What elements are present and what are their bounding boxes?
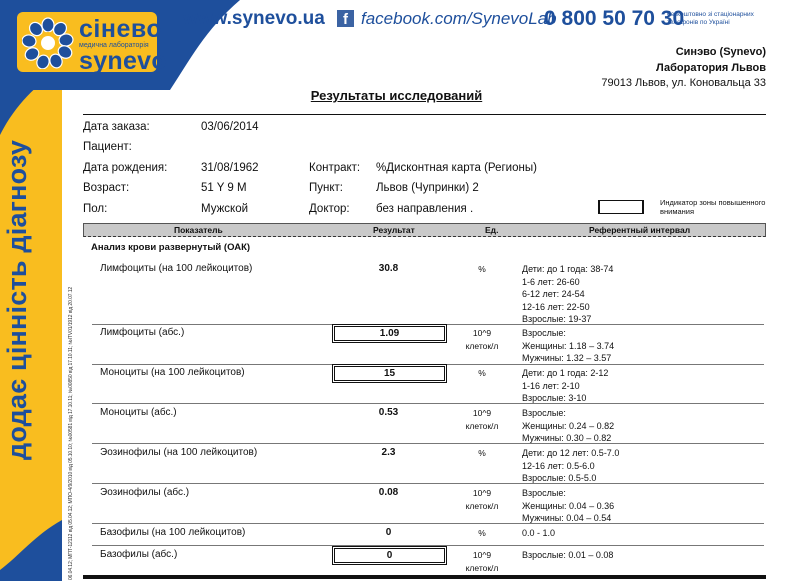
reference-line: Мужчины: 0.04 – 0.54 bbox=[522, 513, 612, 524]
row-result: 2.3 bbox=[381, 447, 396, 458]
row-unit: 10^9 клеток/л bbox=[465, 328, 499, 351]
attention-indicator-legend: Индикатор зоны повышенного внимания bbox=[660, 198, 766, 216]
row-divider bbox=[92, 523, 764, 524]
header-unit: Ед. bbox=[485, 225, 499, 235]
contract-value: %Дисконтная карта (Регионы) bbox=[376, 162, 537, 174]
row-indicator-name: Эозинофилы (абс.) bbox=[100, 487, 190, 498]
doctor-value: без направления . bbox=[376, 203, 474, 215]
row-unit: 10^9 клеток/л bbox=[465, 488, 499, 511]
reference-line: Женщины: 0.24 – 0.82 bbox=[522, 420, 615, 431]
logo-subtitle: медична лабораторія bbox=[79, 42, 149, 49]
section-title: Анализ крови развернутый (ОАК) bbox=[91, 242, 251, 253]
birth-date-value: 31/08/1962 bbox=[201, 162, 259, 174]
reference-line: 12-16 лет: 0.5-6.0 bbox=[522, 460, 595, 471]
age-value: 51 Y 9 M bbox=[201, 182, 247, 194]
row-reference bbox=[522, 367, 608, 405]
table-bottom-rule bbox=[83, 575, 766, 579]
page-title bbox=[0, 88, 793, 103]
reference-line: 1-16 лет: 2-10 bbox=[522, 380, 580, 391]
reference-line: Взрослые: 0.01 – 0.08 bbox=[522, 550, 614, 560]
row-reference bbox=[522, 549, 613, 562]
facebook-icon[interactable]: f bbox=[337, 10, 354, 27]
doctor-label: Доктор: bbox=[309, 203, 350, 215]
flower-logo-icon bbox=[22, 17, 74, 69]
birth-date-label: Дата рождения: bbox=[83, 162, 168, 174]
row-divider bbox=[92, 545, 764, 546]
reference-line: Взрослые: 0.5-5.0 bbox=[522, 473, 597, 484]
header-reference: Референтный интервал bbox=[589, 225, 691, 235]
website-link[interactable]: www.synevo.ua bbox=[183, 8, 325, 29]
reference-line: Взрослые: 19-37 bbox=[522, 314, 592, 325]
reference-line: 6-12 лет: 24-54 bbox=[522, 289, 585, 300]
reference-line: Женщины: 1.18 – 3.74 bbox=[522, 340, 615, 351]
lab-branch: Лаборатория Львов bbox=[656, 62, 766, 74]
reference-line: 0.0 - 1.0 bbox=[522, 528, 556, 538]
row-divider bbox=[92, 364, 764, 365]
reference-line: 1-6 лет: 26-60 bbox=[522, 276, 580, 287]
row-unit: 10^9 клеток/л bbox=[465, 550, 499, 573]
facebook-link[interactable]: facebook.com/SynevoLab bbox=[361, 9, 557, 28]
reference-line: Дети: до 1 года: 2-12 bbox=[522, 368, 609, 378]
row-result: 0.53 bbox=[378, 407, 399, 418]
reference-line: Взрослые: bbox=[522, 408, 566, 418]
sex-value: Мужской bbox=[201, 203, 249, 215]
lab-name: Синэво (Synevo) bbox=[675, 46, 766, 58]
row-result-flagged: 1.09 bbox=[334, 326, 445, 341]
point-value: Львов (Чупринки) 2 bbox=[376, 182, 479, 194]
row-reference bbox=[522, 447, 619, 485]
row-indicator-name: Моноциты (на 100 лейкоцитов) bbox=[100, 367, 245, 378]
attention-indicator-sample bbox=[598, 200, 644, 214]
title-divider bbox=[83, 114, 766, 115]
row-result: 30.8 bbox=[378, 263, 399, 274]
point-label: Пункт: bbox=[309, 182, 343, 194]
row-indicator-name: Базофилы (абс.) bbox=[100, 549, 178, 560]
row-divider bbox=[92, 403, 764, 404]
sex-label: Пол: bbox=[83, 203, 108, 215]
row-unit: % bbox=[478, 368, 486, 378]
reference-line: Мужчины: 1.32 – 3.57 bbox=[522, 353, 612, 364]
row-unit: % bbox=[478, 528, 486, 538]
results-table-header bbox=[83, 223, 766, 237]
header-name: Показатель bbox=[174, 225, 223, 235]
reference-line: 12-16 лет: 22-50 bbox=[522, 301, 590, 312]
phone-number[interactable]: 0 800 50 70 30 bbox=[544, 7, 685, 30]
reference-line: Взрослые: bbox=[522, 328, 566, 338]
header-result: Результат bbox=[373, 225, 415, 235]
reference-line: Мужчины: 0.30 – 0.82 bbox=[522, 433, 612, 444]
row-result-flagged: 15 bbox=[334, 366, 445, 381]
license-text: 06.04.12; МПТ-12112 від 05.04.12; МПО-4/9/2010 від 05.10.10; №00581 від 17.10.11; №00850 від 17.10.11; №ITV01/1912 від 20.07.12 bbox=[68, 286, 74, 580]
order-date-value: 03/06/2014 bbox=[201, 121, 259, 133]
lab-address: 79013 Львов, ул. Коновальца 33 bbox=[601, 77, 766, 89]
logo-text-ua: сінево bbox=[79, 15, 163, 43]
reference-line: Женщины: 0.04 – 0.36 bbox=[522, 500, 615, 511]
page-title-text: Результаты исследований bbox=[310, 88, 483, 103]
brand-side-band: додає цінність діагнозу bbox=[0, 0, 62, 581]
row-result: 0 bbox=[385, 527, 392, 538]
logo-text-en: synevo bbox=[79, 47, 167, 75]
row-reference bbox=[522, 487, 614, 525]
row-indicator-name: Лимфоциты (абс.) bbox=[100, 327, 185, 338]
reference-line: Дети: до 1 года: 38-74 bbox=[522, 264, 614, 274]
row-indicator-name: Эозинофилы (на 100 лейкоцитов) bbox=[100, 447, 258, 458]
synevo-logo[interactable] bbox=[17, 12, 167, 75]
reference-line: Взрослые: 3-10 bbox=[522, 393, 587, 404]
reference-line: Взрослые: bbox=[522, 488, 566, 498]
row-reference bbox=[522, 263, 613, 326]
row-unit: % bbox=[478, 448, 486, 458]
row-indicator-name: Базофилы (на 100 лейкоцитов) bbox=[100, 527, 246, 538]
phone-note: безкоштовно зі стаціонарних телефонів по Україні bbox=[667, 11, 754, 26]
row-result: 0.08 bbox=[378, 487, 399, 498]
row-reference bbox=[522, 407, 614, 445]
order-date-label: Дата заказа: bbox=[83, 121, 150, 133]
row-divider bbox=[92, 443, 764, 444]
reference-line: Дети: до 12 лет: 0.5-7.0 bbox=[522, 448, 620, 458]
contract-label: Контракт: bbox=[309, 162, 361, 174]
row-reference bbox=[522, 327, 614, 365]
row-divider bbox=[92, 483, 764, 484]
row-result-flagged: 0 bbox=[334, 548, 445, 563]
age-label: Возраст: bbox=[83, 182, 130, 194]
row-unit: % bbox=[478, 264, 486, 274]
row-indicator-name: Лимфоциты (на 100 лейкоцитов) bbox=[100, 263, 253, 274]
row-reference bbox=[522, 527, 555, 540]
row-indicator-name: Моноциты (абс.) bbox=[100, 407, 177, 418]
row-unit: 10^9 клеток/л bbox=[465, 408, 499, 431]
patient-label: Пациент: bbox=[83, 141, 132, 153]
row-divider bbox=[92, 324, 764, 325]
